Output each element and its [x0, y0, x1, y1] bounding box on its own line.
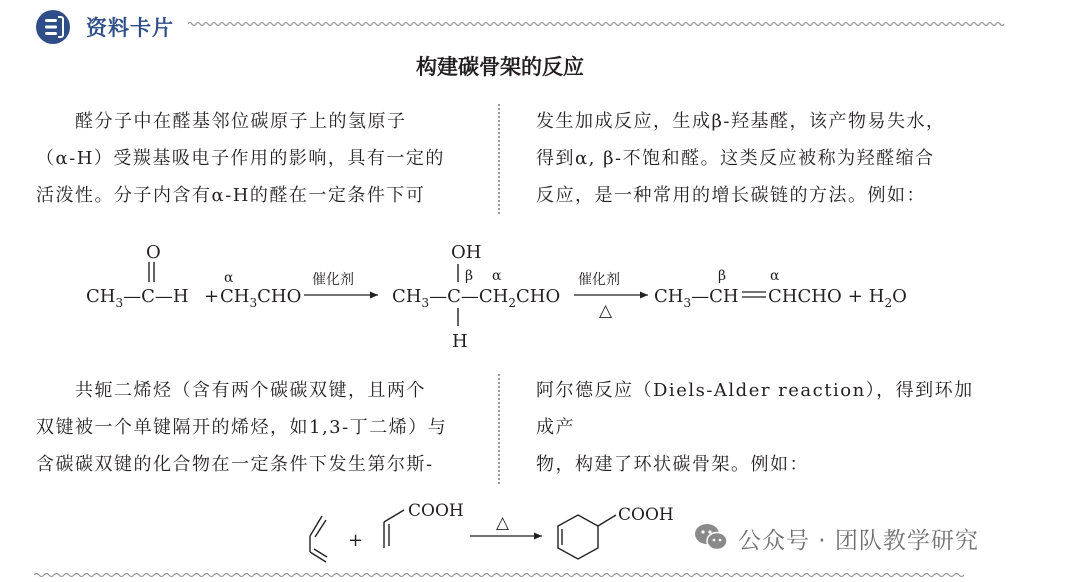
aldol-product-formula: $CH_3—C—CH_2CHO$ [392, 286, 561, 310]
reactant2-formula: $CH_3CHO$ [220, 286, 302, 310]
enal-product-formula: $CH_3—CH$ [654, 286, 739, 310]
butadiene-structure [310, 516, 327, 562]
text-line: 物，构建了环状碳骨架。例如： [536, 454, 809, 475]
text-line: 得到α, β-不饱和醛。这类反应被称为羟醛缩合 [536, 148, 935, 169]
wechat-icon [693, 522, 729, 552]
text-line: 醛分子中在醛基邻位碳原子上的氢原子 [36, 111, 407, 132]
diels-alder-equation [296, 490, 696, 570]
alpha-label: α [492, 268, 502, 284]
oxygen-label: O [146, 242, 161, 263]
footer-wavy-line [34, 570, 964, 580]
text-line: 反应，是一种常用的增长碳链的方法。例如： [536, 185, 926, 206]
heat-symbol: △ [599, 301, 613, 321]
plus-sign: + [204, 286, 220, 307]
text-line: 阿尔德反应（Diels-Alder reaction），得到环加成产 [536, 380, 974, 438]
aldol-reaction-equation [80, 236, 940, 356]
acrylic-acid-structure [384, 510, 404, 548]
cyclohexene-structure [558, 515, 616, 559]
catalyst-label: 催化剂 [312, 272, 354, 288]
hydroxyl-label: OH [451, 242, 482, 263]
card-icon [34, 8, 72, 46]
text-line: 含碳碳双键的化合物在一定条件下发生第尔斯- [36, 454, 434, 475]
watermark-text: 公众号 · 团队教学研究 [738, 528, 979, 554]
hydrogen-label: H [452, 331, 468, 352]
enal-tail-formula: CHCHO + $H_2O$ [768, 286, 907, 310]
carboxyl-label: COOH [618, 505, 674, 525]
diels-alder-paragraph-right [536, 372, 976, 483]
catalyst-label: 催化剂 [578, 272, 620, 288]
text-line: 双键被一个单键隔开的烯烃，如1,3-丁二烯）与 [36, 417, 448, 438]
heat-symbol: △ [496, 513, 510, 533]
card-label: 资料卡片 [86, 16, 174, 40]
reactant1-formula: $CH_3—C—H$ [86, 286, 189, 310]
alpha-label: α [224, 270, 234, 286]
diels-alder-paragraph-left [36, 372, 476, 483]
beta-label: β [465, 268, 474, 284]
text-line: 发生加成反应，生成β-羟基醛，该产物易失水， [536, 111, 946, 132]
text-line: 共轭二烯烃（含有两个碳碳双键，且两个 [36, 380, 426, 401]
page-title: 构建碳骨架的反应 [416, 55, 584, 79]
plus-sign: + [348, 530, 364, 551]
carboxyl-label: COOH [408, 501, 464, 521]
column-divider [498, 374, 500, 484]
aldol-paragraph-left [36, 103, 476, 214]
aldol-paragraph-right [536, 103, 976, 214]
text-line: （α-H）受羰基吸电子作用的影响，具有一定的 [36, 148, 445, 169]
header-wavy-line [188, 18, 1008, 30]
beta-label: β [718, 268, 727, 284]
column-divider [498, 104, 500, 214]
text-line: 活泼性。分子内含有α-H的醛在一定条件下可 [36, 185, 426, 206]
alpha-label: α [770, 268, 780, 284]
